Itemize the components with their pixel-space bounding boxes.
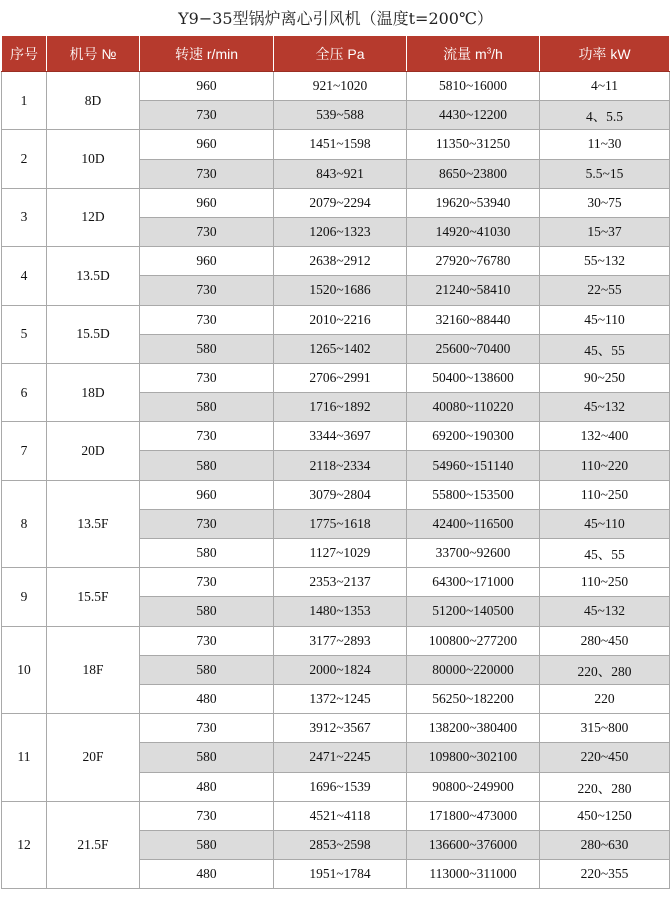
cell-power: 45~132: [540, 597, 670, 626]
cell-power: 90~250: [540, 363, 670, 392]
cell-power: 280~450: [540, 626, 670, 655]
cell-power: 220、280: [540, 655, 670, 684]
cell-pressure: 1951~1784: [274, 860, 407, 889]
header-pressure: 全压 Pa: [274, 36, 407, 72]
cell-seq: 1: [2, 72, 47, 130]
cell-seq: 8: [2, 480, 47, 568]
cell-power: 4~11: [540, 72, 670, 101]
cell-power: 45~110: [540, 305, 670, 334]
cell-flow: 5810~16000: [407, 72, 540, 101]
cell-pressure: 2471~2245: [274, 743, 407, 772]
cell-pressure: 921~1020: [274, 72, 407, 101]
cell-speed: 960: [140, 247, 274, 276]
table-header: [2, 36, 670, 72]
cell-pressure: 1520~1686: [274, 276, 407, 305]
cell-speed: 480: [140, 772, 274, 801]
cell-speed: 730: [140, 422, 274, 451]
cell-flow: 113000~311000: [407, 860, 540, 889]
cell-seq: 12: [2, 801, 47, 889]
cell-speed: 580: [140, 830, 274, 859]
cell-power: 5.5~15: [540, 159, 670, 188]
cell-model: 15.5F: [47, 568, 140, 626]
cell-seq: 7: [2, 422, 47, 480]
cell-speed: 730: [140, 568, 274, 597]
cell-speed: 580: [140, 451, 274, 480]
cell-model: 13.5F: [47, 480, 140, 568]
cell-power: 22~55: [540, 276, 670, 305]
table-row: [2, 801, 670, 830]
page-title: Y9−35型锅炉离心引风机（温度t=200℃）: [178, 8, 493, 28]
table-body: [2, 72, 670, 889]
cell-flow: 90800~249900: [407, 772, 540, 801]
cell-pressure: 1206~1323: [274, 217, 407, 246]
cell-seq: 4: [2, 247, 47, 305]
cell-pressure: 1480~1353: [274, 597, 407, 626]
cell-power: 450~1250: [540, 801, 670, 830]
cell-pressure: 2638~2912: [274, 247, 407, 276]
cell-speed: 580: [140, 393, 274, 422]
table-row: [2, 568, 670, 597]
header-power: 功率 kW: [540, 36, 670, 72]
cell-power: 315~800: [540, 714, 670, 743]
cell-flow: 51200~140500: [407, 597, 540, 626]
cell-power: 45、55: [540, 539, 670, 568]
cell-power: 4、5.5: [540, 101, 670, 130]
cell-speed: 730: [140, 159, 274, 188]
cell-pressure: 3344~3697: [274, 422, 407, 451]
cell-seq: 9: [2, 568, 47, 626]
cell-speed: 480: [140, 684, 274, 713]
cell-pressure: 2353~2137: [274, 568, 407, 597]
cell-model: 18D: [47, 363, 140, 421]
header-speed: 转速 r/min: [140, 36, 274, 72]
cell-flow: 21240~58410: [407, 276, 540, 305]
header-seq: 序号: [2, 36, 47, 72]
cell-model: 21.5F: [47, 801, 140, 889]
cell-speed: 580: [140, 655, 274, 684]
cell-model: 12D: [47, 188, 140, 246]
cell-pressure: 2118~2334: [274, 451, 407, 480]
cell-model: 20D: [47, 422, 140, 480]
table-row: [2, 247, 670, 276]
cell-pressure: 1716~1892: [274, 393, 407, 422]
cell-power: 45、55: [540, 334, 670, 363]
cell-power: 110~250: [540, 568, 670, 597]
table-row: [2, 714, 670, 743]
cell-pressure: 3912~3567: [274, 714, 407, 743]
table-row: [2, 422, 670, 451]
header-row: [2, 36, 670, 72]
cell-pressure: 1372~1245: [274, 684, 407, 713]
cell-pressure: 2853~2598: [274, 830, 407, 859]
cell-pressure: 2706~2991: [274, 363, 407, 392]
cell-pressure: 2000~1824: [274, 655, 407, 684]
cell-speed: 960: [140, 480, 274, 509]
cell-power: 55~132: [540, 247, 670, 276]
cell-power: 11~30: [540, 130, 670, 159]
cell-power: 132~400: [540, 422, 670, 451]
cell-model: 18F: [47, 626, 140, 714]
cell-pressure: 1265~1402: [274, 334, 407, 363]
cell-pressure: 539~588: [274, 101, 407, 130]
cell-flow: 33700~92600: [407, 539, 540, 568]
cell-speed: 730: [140, 276, 274, 305]
cell-flow: 55800~153500: [407, 480, 540, 509]
table-row: [2, 480, 670, 509]
cell-speed: 730: [140, 509, 274, 538]
table-row: [2, 72, 670, 101]
cell-flow: 64300~171000: [407, 568, 540, 597]
cell-flow: 42400~116500: [407, 509, 540, 538]
cell-pressure: 1696~1539: [274, 772, 407, 801]
cell-pressure: 3177~2893: [274, 626, 407, 655]
cell-flow: 32160~88440: [407, 305, 540, 334]
cell-speed: 580: [140, 334, 274, 363]
cell-seq: 5: [2, 305, 47, 363]
cell-flow: 14920~41030: [407, 217, 540, 246]
cell-speed: 730: [140, 101, 274, 130]
cell-power: 30~75: [540, 188, 670, 217]
cell-speed: 580: [140, 539, 274, 568]
cell-speed: 730: [140, 363, 274, 392]
cell-power: 220~450: [540, 743, 670, 772]
cell-power: 45~132: [540, 393, 670, 422]
cell-model: 20F: [47, 714, 140, 802]
cell-speed: 730: [140, 217, 274, 246]
cell-pressure: 1451~1598: [274, 130, 407, 159]
header-flow-exponent: 3: [486, 45, 492, 55]
cell-speed: 730: [140, 714, 274, 743]
cell-seq: 3: [2, 188, 47, 246]
cell-power: 15~37: [540, 217, 670, 246]
cell-pressure: 2010~2216: [274, 305, 407, 334]
cell-flow: 171800~473000: [407, 801, 540, 830]
table-row: [2, 130, 670, 159]
table-row: [2, 305, 670, 334]
cell-flow: 8650~23800: [407, 159, 540, 188]
cell-flow: 80000~220000: [407, 655, 540, 684]
cell-flow: 50400~138600: [407, 363, 540, 392]
cell-flow: 19620~53940: [407, 188, 540, 217]
table-row: [2, 188, 670, 217]
cell-flow: 109800~302100: [407, 743, 540, 772]
table-row: [2, 626, 670, 655]
header-model: 机号 №: [47, 36, 140, 72]
cell-flow: 100800~277200: [407, 626, 540, 655]
cell-pressure: 3079~2804: [274, 480, 407, 509]
cell-flow: 54960~151140: [407, 451, 540, 480]
cell-power: 110~250: [540, 480, 670, 509]
cell-speed: 730: [140, 801, 274, 830]
header-flow-unit: /h: [491, 45, 503, 62]
cell-flow: 56250~182200: [407, 684, 540, 713]
cell-seq: 6: [2, 363, 47, 421]
cell-speed: 960: [140, 130, 274, 159]
cell-power: 45~110: [540, 509, 670, 538]
cell-pressure: 1127~1029: [274, 539, 407, 568]
cell-power: 220、280: [540, 772, 670, 801]
cell-model: 8D: [47, 72, 140, 130]
cell-seq: 11: [2, 714, 47, 802]
cell-speed: 960: [140, 72, 274, 101]
cell-power: 110~220: [540, 451, 670, 480]
header-flow-label: 流量 m: [443, 45, 487, 62]
cell-power: 280~630: [540, 830, 670, 859]
cell-speed: 730: [140, 305, 274, 334]
cell-seq: 10: [2, 626, 47, 714]
cell-flow: 138200~380400: [407, 714, 540, 743]
cell-power: 220: [540, 684, 670, 713]
cell-speed: 960: [140, 188, 274, 217]
cell-pressure: 2079~2294: [274, 188, 407, 217]
cell-pressure: 4521~4118: [274, 801, 407, 830]
cell-seq: 2: [2, 130, 47, 188]
cell-flow: 136600~376000: [407, 830, 540, 859]
cell-power: 220~355: [540, 860, 670, 889]
cell-speed: 480: [140, 860, 274, 889]
cell-flow: 4430~12200: [407, 101, 540, 130]
cell-flow: 69200~190300: [407, 422, 540, 451]
table-row: [2, 363, 670, 392]
cell-flow: 25600~70400: [407, 334, 540, 363]
cell-speed: 730: [140, 626, 274, 655]
spec-table: [1, 35, 670, 889]
cell-pressure: 1775~1618: [274, 509, 407, 538]
header-flow: [407, 36, 540, 72]
cell-speed: 580: [140, 597, 274, 626]
cell-model: 10D: [47, 130, 140, 188]
cell-flow: 40080~110220: [407, 393, 540, 422]
cell-model: 13.5D: [47, 247, 140, 305]
cell-flow: 27920~76780: [407, 247, 540, 276]
cell-speed: 580: [140, 743, 274, 772]
cell-flow: 11350~31250: [407, 130, 540, 159]
cell-model: 15.5D: [47, 305, 140, 363]
cell-pressure: 843~921: [274, 159, 407, 188]
